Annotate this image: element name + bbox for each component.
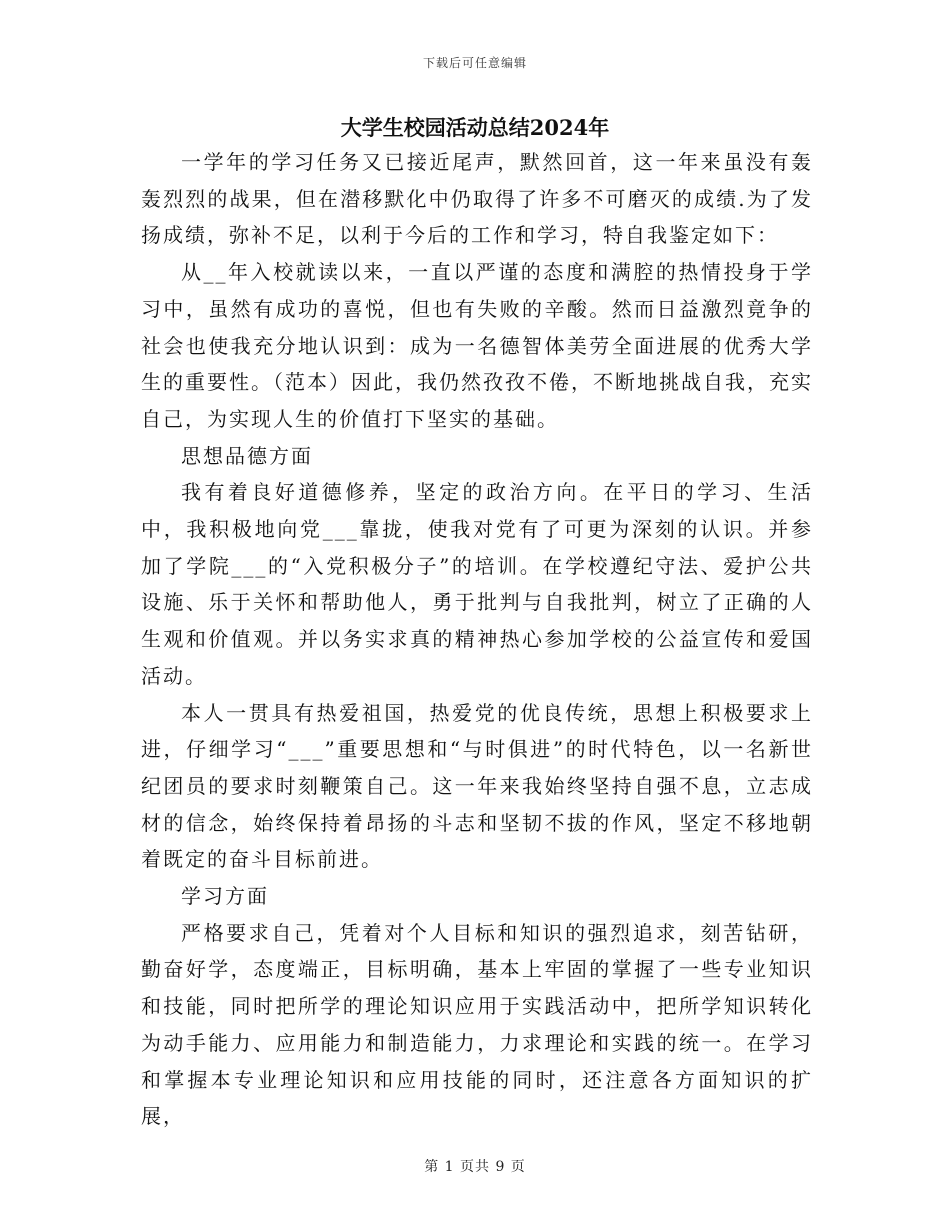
section-heading-moral: 思想品德方面 <box>181 443 313 468</box>
page-header-note: 下载后可任意编辑 <box>422 56 527 70</box>
paragraph-moral-2: 本人一贯具有热爱祖国，热爱党的优良传统，思想上积极要求上进，仔细学习“___”重要思想和“与时俱进”的时代特色，以一名新世纪团员的要求时刻鞭策自己。这一年来我始终坚持自强不息，立志成材的信念，始终保持着昂扬的斗志和坚韧不拔的作风，坚定不移地朝着既定的奋斗目标前进。 <box>141 700 813 872</box>
paragraph-moral-1: 我有着良好道德修养，坚定的政治方向。在平日的学习、生活中，我积极地向党___靠拢，使我对党有了可更为深刻的认识。并参加了学院___的“入党积极分子”的培训。在学校遵纪守法、爱护公共设施、乐于关怀和帮助他人，勇于批判与自我批判，树立了正确的人生观和价值观。并以务实求真的精神热心参加学校的公益宣传和爱国活动。 <box>141 480 813 688</box>
paragraph-since-enrollment: 从__年入校就读以来，一直以严谨的态度和满腔的热情投身于学习中，虽然有成功的喜悦，但也有失败的辛酸。然而日益激烈竟争的社会也使我充分地认识到：成为一名德智体美劳全面进展的优秀大学生的重要性。（范本）因此，我仍然孜孜不倦，不断地挑战自我，充实自己，为实现人生的价值打下坚实的基础。 <box>141 260 813 431</box>
paragraph-study-1: 严格要求自己，凭着对个人目标和知识的强烈追求，刻苦钻研，勤奋好学，态度端正，目标明确，基本上牢固的掌握了一些专业知识和技能，同时把所学的理论知识应用于实践活动中，把所学知识转化为动手能力、应用能力和制造能力，力求理论和实践的统一。在学习和掌握本专业理论知识和应用技能的同时，还注意各方面知识的扩展， <box>141 920 813 1129</box>
paragraph-intro: 一学年的学习任务又已接近尾声，默然回首，这一年来虽没有轰轰烈烈的战果，但在潜移默化中仍取得了许多不可磨灭的成绩.为了发扬成绩，弥补不足，以利于今后的工作和学习，特自我鉴定如下： <box>141 150 813 248</box>
document-title: 大学生校园活动总结2024年 <box>340 115 610 140</box>
page-footer: 第 1 页共 9 页 <box>424 1159 526 1175</box>
document-body <box>141 144 813 1135</box>
section-heading-study: 学习方面 <box>181 884 269 909</box>
